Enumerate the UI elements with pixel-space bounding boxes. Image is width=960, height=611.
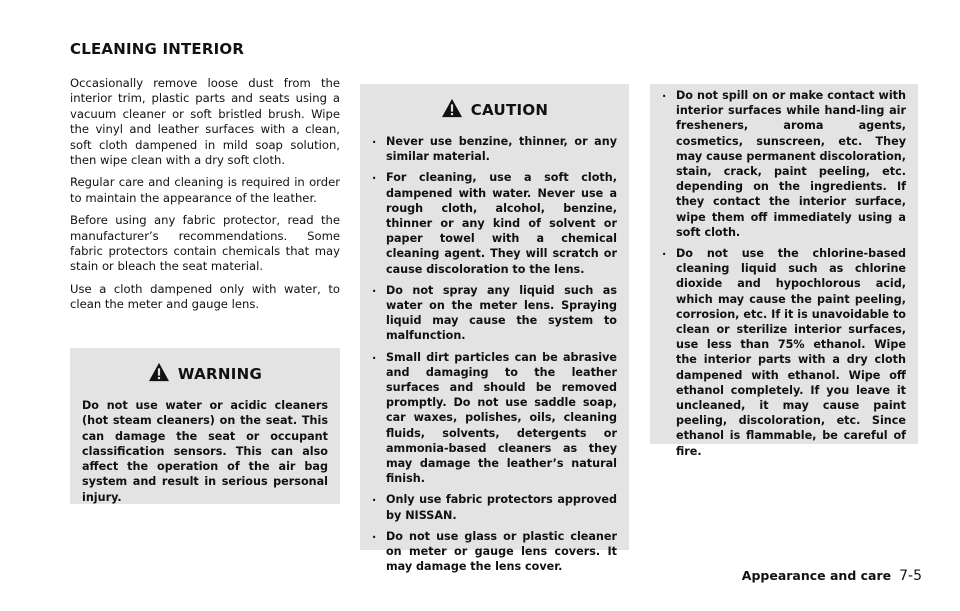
warning-label: WARNING <box>177 365 263 383</box>
caution-header <box>372 96 617 124</box>
caution-continued-list <box>662 88 906 459</box>
caution-item: . Do not spray any liquid such as water on the meter lens. Spraying liquid may cause the system to malfunction. <box>372 283 617 344</box>
warning-triangle-icon <box>148 362 178 386</box>
warning-triangle-icon <box>441 98 471 122</box>
caution-continued-box <box>650 84 918 458</box>
warning-text: Do not use water or acidic cleaners (hot steam cleaners) on the seat. This can damage the seat or occupant classification sensors. This can also affect the operation of the air bag system and result in serious personal injury. <box>82 399 328 504</box>
caution-item: . Do not spill on or make contact with interior surfaces while hand-ling air fresheners, aroma agents, cosmetics, sunscreen, etc. They may cause permanent discoloration, stain, crack, paint peeling, etc. depending on the ingredients. If they contact the interior surface, wipe them off immediately using a soft cloth. <box>662 88 906 240</box>
caution-box <box>360 84 629 574</box>
intro-paragraph: Use a cloth dampened only with water, to clean the meter and gauge lens. <box>70 281 340 312</box>
footer-section-label: Appearance and care <box>741 568 892 583</box>
caution-item: . Only use fabric protectors approved by NISSAN. <box>372 492 617 522</box>
intro-paragraph: Occasionally remove loose dust from the interior trim, plastic parts and seats using a vacuum cleaner or soft bristled brush. Wipe the vinyl and leather surfaces with a clean, soft cloth dampened in mild soap solution, then wipe clean with a dry soft cloth. <box>70 76 340 168</box>
caution-item: . Do not use glass or plastic cleaner on meter or gauge lens covers. It may damage the lens cover. <box>372 529 617 575</box>
warning-header <box>82 360 328 388</box>
caution-list <box>372 134 617 574</box>
section-title: CLEANING INTERIOR <box>70 40 245 58</box>
caution-item: . Never use benzine, thinner, or any similar material. <box>372 134 617 164</box>
caution-label: CAUTION <box>470 101 549 119</box>
intro-paragraph: Regular care and cleaning is required in order to maintain the appearance of the leather. <box>70 175 340 205</box>
intro-paragraph: Before using any fabric protector, read the manufacturer’s recommendations. Some fabric protectors contain chemicals that may stain or bleach the seat material. <box>70 213 340 274</box>
caution-item: . For cleaning, use a soft cloth, dampened with water. Never use a rough cloth, alcohol, benzine, thinner or any kind of solvent or paper towel with a chemical cleaning agent. They will scratch or cause discoloration to the lens. <box>372 170 617 276</box>
page-number: 7-5 <box>899 568 922 584</box>
intro-column <box>70 76 340 320</box>
page-footer <box>742 568 922 584</box>
caution-item: . Do not use the chlorine-based cleaning liquid such as chlorine dioxide and hypochlorous acid, which may cause the paint peeling, corrosion, etc. If it is unavoidable to clean or sterilize interior surfaces, use less than 75% ethanol. Wipe the interior parts with a dry cloth dampened with ethanol. Wipe off ethanol completely. If you leave it uncleaned, it may cause paint peeling, discoloration, etc. Since ethanol is flammable, be careful of fire. <box>662 246 906 459</box>
warning-box <box>70 348 340 504</box>
caution-item: . Small dirt particles can be abrasive and damaging to the leather surfaces and should be removed promptly. Do not use saddle soap, car waxes, polishes, oils, cleaning fluids, solvents, detergents or ammonia-based cleaners as they may damage the leather’s natural finish. <box>372 350 617 487</box>
